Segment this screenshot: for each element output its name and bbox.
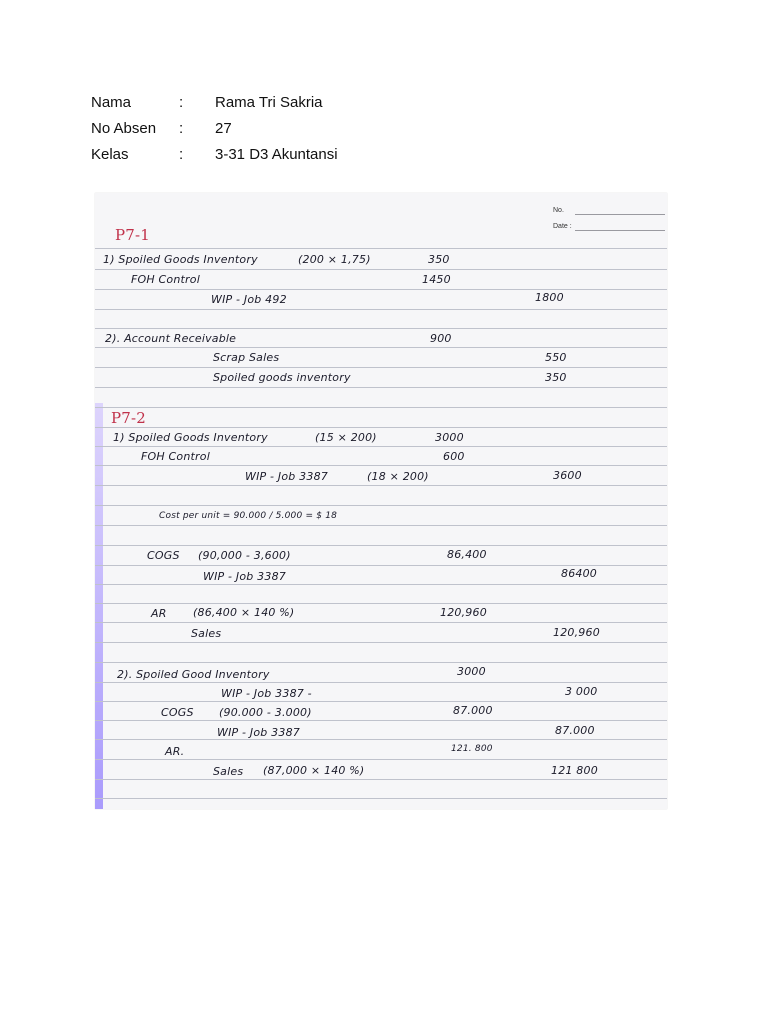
ruled-line bbox=[95, 662, 667, 663]
value-no-absen: 27 bbox=[215, 120, 232, 137]
no-label: No. bbox=[553, 207, 564, 214]
entry-text: COGS bbox=[161, 706, 194, 719]
date-label: Date : bbox=[553, 223, 572, 230]
ruled-line bbox=[95, 682, 667, 683]
entry-text: AR. bbox=[165, 745, 185, 758]
entry-note: (18 × 200) bbox=[367, 470, 429, 483]
entry-debit: 600 bbox=[443, 450, 465, 463]
entry-text: 1) Spoiled Goods Inventory bbox=[103, 253, 258, 266]
section-title-p7-1: P7-1 bbox=[115, 226, 151, 244]
ruled-line bbox=[95, 309, 667, 310]
entry-credit: 86400 bbox=[561, 567, 597, 580]
colon: : bbox=[179, 120, 184, 137]
ruled-line bbox=[95, 584, 667, 585]
entry-text: FOH Control bbox=[141, 450, 210, 463]
ruled-line bbox=[95, 269, 667, 270]
entry-text: COGS bbox=[147, 549, 180, 562]
ruled-line bbox=[95, 701, 667, 702]
no-line bbox=[575, 214, 665, 215]
entry-text: Cost per unit = 90.000 / 5.000 = $ 18 bbox=[159, 511, 338, 521]
colon: : bbox=[179, 146, 184, 163]
ruled-line bbox=[95, 739, 667, 740]
entry-debit: 86,400 bbox=[447, 548, 487, 561]
ruled-line bbox=[95, 485, 667, 486]
entry-debit: 1450 bbox=[422, 273, 451, 286]
entry-note: (86,400 × 140 %) bbox=[193, 606, 295, 619]
entry-text: WIP - Job 492 bbox=[211, 293, 287, 306]
ruled-line bbox=[95, 289, 667, 290]
header-row-absen bbox=[91, 120, 491, 140]
entry-debit: 900 bbox=[430, 332, 452, 345]
entry-note: (90.000 - 3.000) bbox=[219, 706, 312, 719]
ruled-line bbox=[95, 505, 667, 506]
ruled-line bbox=[95, 525, 667, 526]
entry-text: AR bbox=[151, 607, 167, 620]
entry-note: (15 × 200) bbox=[315, 431, 377, 444]
ruled-line bbox=[95, 387, 667, 388]
entry-credit: 550 bbox=[545, 351, 567, 364]
entry-text: FOH Control bbox=[131, 273, 200, 286]
entry-text: 1) Spoiled Goods Inventory bbox=[113, 431, 268, 444]
ruled-line bbox=[95, 427, 667, 428]
entry-text: Sales bbox=[213, 765, 244, 778]
ruled-line bbox=[95, 367, 667, 368]
ruled-line bbox=[95, 565, 667, 566]
header-row-name bbox=[91, 94, 491, 114]
entry-text: WIP - Job 3387 bbox=[203, 570, 286, 583]
ruled-line bbox=[95, 798, 667, 799]
entry-credit: 3600 bbox=[553, 469, 582, 482]
entry-debit: 121. 800 bbox=[451, 744, 493, 754]
section-title-p7-2: P7-2 bbox=[111, 409, 147, 427]
ruled-line bbox=[95, 622, 667, 623]
ruled-line bbox=[95, 347, 667, 348]
entry-note: (87,000 × 140 %) bbox=[263, 764, 365, 777]
label-no-absen: No Absen bbox=[91, 120, 157, 137]
entry-note: (200 × 1,75) bbox=[298, 253, 371, 266]
date-line bbox=[575, 230, 665, 231]
entry-credit: 350 bbox=[545, 371, 567, 384]
notebook-page-photo bbox=[95, 193, 667, 809]
ruled-line bbox=[95, 248, 667, 249]
entry-debit: 120,960 bbox=[440, 606, 487, 619]
entry-text: 2). Account Receivable bbox=[105, 332, 237, 345]
entry-credit: 3 000 bbox=[565, 685, 598, 698]
entry-text: WIP - Job 3387 - bbox=[221, 687, 312, 700]
ruled-line bbox=[95, 446, 667, 447]
page-margin-edge bbox=[95, 403, 103, 809]
ruled-line bbox=[95, 328, 667, 329]
label-kelas: Kelas bbox=[91, 146, 129, 163]
ruled-line bbox=[95, 642, 667, 643]
entry-debit: 87.000 bbox=[453, 704, 493, 717]
ruled-line bbox=[95, 759, 667, 760]
ruled-line bbox=[95, 545, 667, 546]
entry-debit: 3000 bbox=[435, 431, 464, 444]
label-nama: Nama bbox=[91, 94, 132, 111]
ruled-line bbox=[95, 465, 667, 466]
header bbox=[91, 94, 491, 174]
value-kelas: 3-31 D3 Akuntansi bbox=[215, 146, 338, 163]
ruled-line bbox=[95, 779, 667, 780]
entry-credit: 121 800 bbox=[551, 764, 598, 777]
ruled-line bbox=[95, 720, 667, 721]
entry-text: Sales bbox=[191, 627, 222, 640]
value-nama: Rama Tri Sakria bbox=[215, 94, 323, 111]
entry-text: Spoiled goods inventory bbox=[213, 371, 351, 384]
header-row-kelas bbox=[91, 146, 491, 166]
entry-debit: 350 bbox=[428, 253, 450, 266]
entry-note: (90,000 - 3,600) bbox=[198, 549, 291, 562]
ruled-line bbox=[95, 603, 667, 604]
colon: : bbox=[179, 94, 184, 111]
ruled-line bbox=[95, 407, 667, 408]
entry-debit: 3000 bbox=[457, 665, 486, 678]
entry-text: Scrap Sales bbox=[213, 351, 280, 364]
entry-credit: 87.000 bbox=[555, 724, 595, 737]
entry-text: WIP - Job 3387 bbox=[217, 726, 300, 739]
entry-text: 2). Spoiled Good Inventory bbox=[117, 668, 270, 681]
entry-text: WIP - Job 3387 bbox=[245, 470, 328, 483]
entry-credit: 120,960 bbox=[553, 626, 600, 639]
entry-credit: 1800 bbox=[535, 291, 564, 304]
